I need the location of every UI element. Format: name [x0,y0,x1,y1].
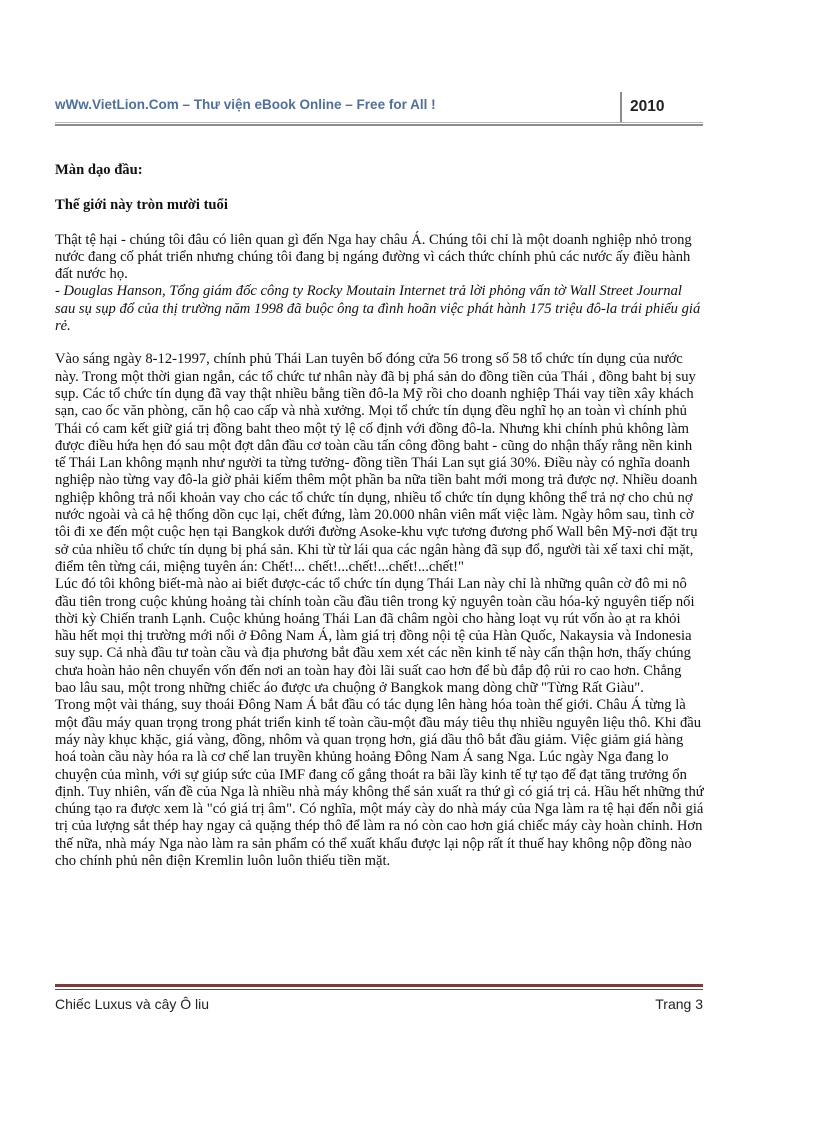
prelude-heading: Màn dạo đầu: [55,162,143,178]
paragraph: Lúc đó tôi không biết-mà nào ai biết được-các tổ chức tín dụng Thái Lan này chỉ là những quân cờ đô mi nô đầu tiên trong cuộc khủng hoảng tài chính toàn cầu đầu tiên trong kỷ nguyên toàn cầu hóa-kỷ nguyên tiếp nối thời kỳ Chiến tranh Lạnh. Cuộc khủng hoảng Thái Lan đã châm ngòi cho hàng loạt vụ rút vốn ào ạt ra khỏi hầu hết mọi thị trường mới nổi ở Đông Nam Á, làm giá trị đồng nội tệ của Hàn Quốc, Nakaysia và Indonesia suy sụp. Cả nhà đầu tư toàn cầu và địa phương bắt đầu xem xét các nền kinh tế này cẩn thận hơn, thấy chúng chưa hoàn hảo nên chuyển vốn đến nơi an toàn hay đòi lãi suất cao hơn để bù đắp độ rủi ro cao hơn. Chẳng bao lâu sau, một trong những chiếc áo được ưa chuộng ở Bangkok mang dòng chữ "Từng Rất Giàu". [55,576,695,697]
header-divider [620,92,622,122]
chapter-heading: Thế giới này tròn mười tuổi [55,197,228,214]
paragraph: Trong một vài tháng, suy thoái Đông Nam Á bắt đầu có tác dụng lên hàng hóa toàn thế giới. Châu Á từng là một đầu máy quan trọng trong phát triển kinh tế toàn cầu-một đầu máy tiêu thụ nhiều nguyên liệu thô. Khi đầu máy này khục khặc, giá vàng, đồng, nhôm và quan trọng hơn, giá dầu thô bắt đầu giảm. Việc giảm giá hàng hoá toàn cầu này hóa ra là cơ chế lan truyền khủng hoảng Đông Nam Á sang Nga. Lúc ngày Nga đang lo chuyện của mình, với sự giúp sức của IMF đang cố gắng thoát ra bãi lầy kinh tế tự tạo để đạt tăng trưởng ổn định. Tuy nhiên, vấn đề của Nga là nhiều nhà máy không thể sản xuất ra thứ gì có giá trị cả. Hầu hết những thứ chúng tạo ra được xem là "có giá trị âm". Có nghĩa, một máy cày do nhà máy của Nga làm ra tệ hại đến nỗi giá trị của lượng sắt thép hay ngay cả quặng thép thô để làm ra nó còn cao hơn giá chiếc máy cày hoàn chỉnh. Hơn thế nữa, nhà máy Nga nào làm ra sản phẩm có thể xuất khẩu được lại nộp rất ít thuế hay không nộp đồng nào cho chính phủ nên điện Kremlin luôn luôn thiếu tiền mặt. [55,697,704,869]
header-rule [55,122,703,123]
document-body [55,162,705,870]
header-year: 2010 [630,98,665,115]
footer-book-title: Chiếc Luxus và cây Ô liu [55,996,210,1012]
header-site-title: wWw.VietLion.Com – Thư viện eBook Online – Free for All ! [55,97,436,112]
epigraph-quote: Thật tệ hại - chúng tôi đâu có liên quan gì đến Nga hay châu Á. Chúng tôi chỉ là một doanh nghiệp nhỏ trong nước đang cố phát triển nhưng chúng tôi đang bị ngáng đường vì cách thức chính phủ các nước ấy điều hành đất nước họ. [55,231,692,283]
footer-page-number: Trang 3 [655,996,703,1012]
epigraph-attribution: - Douglas Hanson, Tổng giám đốc công ty Rocky Moutain Internet trả lời phỏng vấn tờ Wall Street Journal sau sụ sụp đổ của thị trường năm 1998 đã buộc ông ta đình hoãn việc phát hành 175 triệu đô-la trái phiếu giá rẻ. [55,283,701,335]
footer-rule [55,989,703,990]
paragraph: Vào sáng ngày 8-12-1997, chính phủ Thái Lan tuyên bố đóng cửa 56 trong số 58 tổ chức tín dụng của nước này. Trong một thời gian ngắn, các tổ chức tư nhân này đã bị phá sản do đồng tiền của Thái , đồng baht bị suy sụp. Các tổ chức tín dụng đã vay thật nhiều bằng tiền đô-la Mỹ rồi cho doanh nghiệp Thái vay tiền xây khách sạn, cao ốc văn phòng, căn hộ cao cấp và nhà xưởng. Mọi tổ chức tín dụng đều nghĩ họ an toàn vì chính phủ Thái có cam kết giữ giá trị đồng baht theo một tỷ lệ cố định với đồng đô-la. Nhưng khi chính phủ không làm được điều hứa hẹn đó sau một đợt dân đầu cơ toàn cầu tấn công đồng baht - cũng do nhận thấy rằng nền kinh tế Thái Lan không mạnh như người ta từng tưởng- đồng tiền Thái Lan sụt giá 30%. Điều này có nghĩa doanh nghiệp nào từng vay đô-la giờ phải kiếm thêm một phần ba nữa tiền baht mới mong trả được nợ. Nhiều doanh nghiệp không trả nổi khoản vay cho các tổ chức tín dụng, nhiều tổ chức tín dụng không thể trả nợ cho chủ nợ nước ngoài và cả hệ thống dồn cục lại, chết đứng, làm 20.000 nhân viên mất việc làm. Ngày hôm sau, tình cờ tôi đi xe đến một cuộc hẹn tại Bangkok dưới đường Asoke-khu vực tương đương phố Wall bên Mỹ-nơi đặt trụ sở của nhiều tổ chức tín dụng bị phá sản. Khi từ từ lái qua các ngân hàng đã sụp đổ, người tài xế taxi chỉ mặt, điểm tên từng cái, miệng tuyên án: Chết!... chết!...chết!...chết!...chết!" [55,351,698,575]
header-rule-thick [55,124,703,126]
footer-rule-thick [55,984,703,987]
